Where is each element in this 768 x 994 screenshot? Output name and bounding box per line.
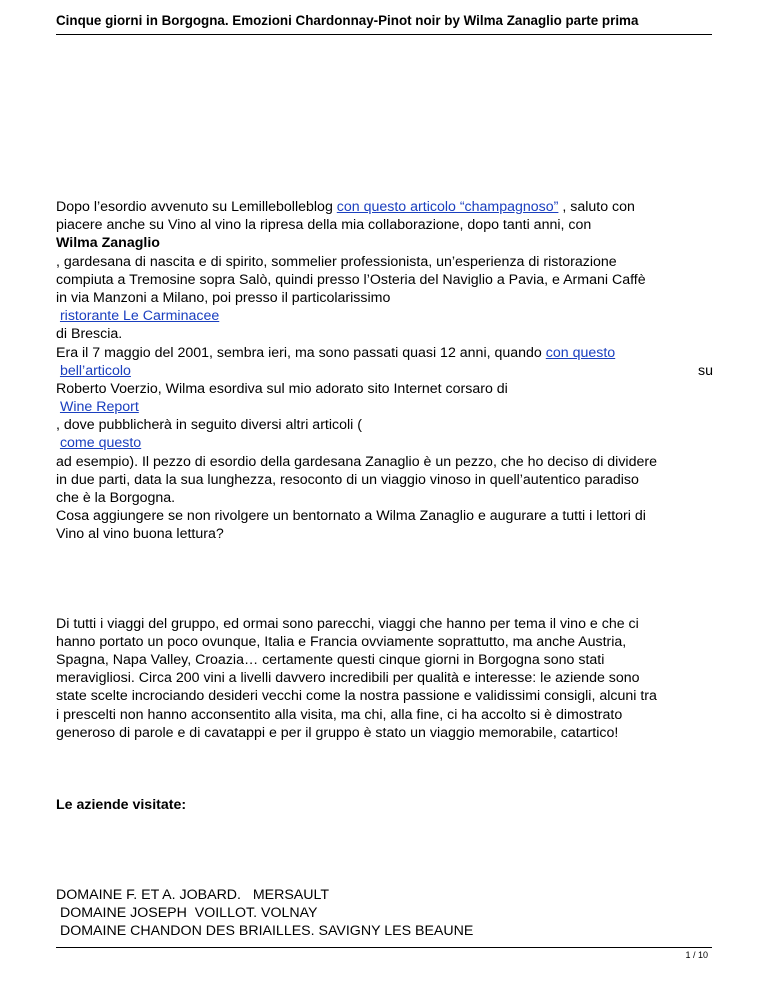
intro-text: Dopo l’esordio avvenuto su Lemillebolleblog	[56, 199, 337, 215]
intro-line-2: piacere anche su Vino al vino la ripresa della mia collaborazione, dopo tanti anni, con	[56, 217, 592, 234]
intro-line-17: che è la Borgogna.	[56, 490, 176, 506]
para2-line-3: Spagna, Napa Valley, Croazia… certamente questi cinque giorni in Borgogna sono stati	[56, 651, 605, 668]
article-body	[56, 198, 716, 941]
intro-line-11: Roberto Voerzio, Wilma esordiva sul mio adorato sito Internet corsaro di	[56, 380, 508, 397]
intro-line-7	[56, 307, 716, 325]
para2-line-2: hanno portato un poco ovunque, Italia e Francia ovviamente soprattutto, ma anche Austria,	[56, 633, 627, 650]
intro-text: Era il 7 maggio del 2001, sembra ieri, ma sono passati quasi 12 anni, quando	[56, 344, 546, 361]
para2-line-5: state scelte incrociando desideri vecchi come la nostra passione e validissimi consigli, alcuni tra	[56, 688, 657, 705]
link-bell-articolo[interactable]: bell’articolo	[59, 362, 131, 379]
footer-divider	[56, 947, 712, 948]
intro-line-1	[56, 198, 716, 216]
intro-line-10	[56, 362, 716, 380]
link-champagnoso-article[interactable]: con questo articolo “champagnoso”	[336, 199, 559, 215]
link-ristorante-carminacee[interactable]: ristorante Le Carminacee	[59, 308, 220, 325]
para2-line-7: generoso di parole e di cavatappi e per il gruppo è stato un viaggio memorabile, catartico!	[56, 724, 619, 741]
intro-text: , saluto con	[558, 199, 635, 215]
link-wine-report[interactable]: Wine Report	[59, 399, 139, 416]
intro-line-16: in due parti, data la sua lunghezza, resoconto di un viaggio vinoso in quell’autentico paradiso	[56, 471, 639, 488]
intro-line-6: in via Manzoni a Milano, poi presso il particolarissimo	[56, 289, 391, 306]
para2-line-6: i prescelti non hanno acconsentito alla visita, ma chi, alla fine, ci ha accolto si è dimostrato	[56, 706, 623, 723]
page-header-title: Cinque giorni in Borgogna. Emozioni Chardonnay-Pinot noir by Wilma Zanaglio parte prima	[56, 13, 639, 28]
intro-line-8: di Brescia.	[56, 326, 123, 343]
para2-line-1: Di tutti i viaggi del gruppo, ed ormai sono parecchi, viaggi che hanno per tema il vino e che ci	[56, 615, 639, 632]
intro-line-13: , dove pubblicherà in seguito diversi altri articoli (	[56, 417, 362, 434]
intro-line-4: , gardesana di nascita e di spirito, sommelier professionista, un’esperienza di ristorazione	[56, 253, 617, 270]
header-divider	[56, 34, 712, 35]
page-number: 1 / 10	[685, 950, 708, 960]
link-come-questo[interactable]: come questo	[59, 435, 142, 452]
para2-line-4: meravigliosi. Circa 200 vini a livelli davvero incredibili per qualità e interesse: le aziende sono	[56, 670, 640, 687]
section-heading: Le aziende visitate:	[56, 796, 187, 813]
intro-text: su	[698, 362, 713, 379]
intro-line-14	[56, 434, 716, 452]
domaine-item: DOMAINE F. ET A. JOBARD. MERSAULT	[56, 887, 330, 904]
domaine-item: DOMAINE CHANDON DES BRIAILLES. SAVIGNY LES BEAUNE	[56, 923, 474, 940]
domaine-item: DOMAINE JOSEPH VOILLOT. VOLNAY	[56, 905, 318, 922]
intro-line-18: Cosa aggiungere se non rivolgere un bentornato a Wilma Zanaglio e augurare a tutti i lettori di	[56, 508, 646, 525]
author-name: Wilma Zanaglio	[56, 235, 160, 252]
intro-line-19: Vino al vino buona lettura?	[56, 526, 224, 543]
intro-line-12	[56, 398, 716, 416]
intro-line-5: compiuta a Tremosine sopra Salò, quindi presso l’Osteria del Naviglio a Pavia, e Armani Caffè	[56, 271, 646, 288]
intro-line-15: ad esempio). Il pezzo di esordio della gardesana Zanaglio è un pezzo, che ho deciso di dividere	[56, 453, 657, 470]
link-con-questo[interactable]: con questo	[545, 344, 616, 361]
intro-line-9	[56, 344, 716, 362]
